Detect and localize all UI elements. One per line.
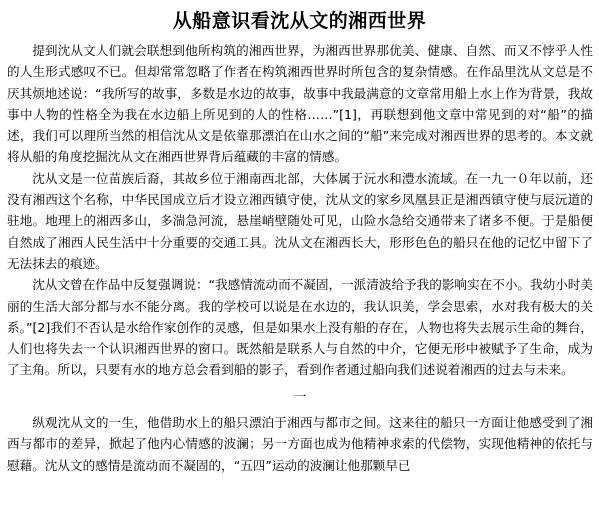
section-number: 一 [293,388,307,404]
document-title: 从船意识看沈从文的湘西世界 [172,10,427,32]
document-body [7,40,593,476]
paragraph-water-and-boat: 沈从文曾在作品中反复强调说：“我感情流动而不凝固，一派清波给予我的影响实在不小。我幼小时美丽的生活大部分都与水不能分离。我的学校可以说是在水边的，我认识美，学会思索，水对我有极大的关系。”[2]我们不否认是水给作家创作的灵感，但是如果水上没有船的存在，人物也将失去展示生命的舞台，人们也将失去一个认识湘西世界的窗口。既然船是联系人与自然的中介，它便无形中被赋予了生命，成为了主角。所以，只要有水的地方总会看到船的影子，看到作者通过船向我们述说着湘西的过去与未来。 [7,277,593,378]
paragraph-intro: 提到沈从文人们就会联想到他所构筑的湘西世界，为湘西世界那优美、健康、自然、而又不悖乎人性的人生形式感叹不已。但却常常忽略了作者在构筑湘西世界时所包含的复杂情感。在作品里沈从文总是不厌其烦地述说：“我所写的故事，多数是水边的故事，故事中我最满意的文章常用船上水上作为背景，我故事中人物的性格全为我在水边船上所见到的人的性格……”[1]，再联想到他文章中常见到的对“船”的描述，我们可以理所当然的相信沈从文是依靠那漂泊在山水之间的“船”来完成对湘西世界的思考的。本文就将从船的角度挖掘沈从文在湘西世界背后蕴藏的丰富的情感。 [7,43,593,165]
paragraph-background: 沈从文是一位苗族后裔，其故乡位于湘南西北部，大体属于沅水和澧水流域。在一九一０年以前，还没有湘西这个名称，中华民国成立后才设立湘西镇守使，沈从文的家乡凤凰县正是湘西镇守使与辰沅道的驻地。地理上的湘西多山，多湍急河流，悬崖峭壁随处可见，山险水急给交通带来了诸多不便。于是船便自然成了湘西人民生活中十分重要的交通工具。沈从文在湘西长大，形形色色的船只在他的记忆中留下了无法抹去的痕迹。 [7,170,593,271]
paragraph-section-one: 纵观沈从文的一生，他借助水上的船只漂泊于湘西与都市之间。这来往的船只一方面让他感受到了湘西与都市的差异，掀起了他内心情感的波澜；另一方面也成为他精神求索的代偿物，实现他精神的依托与慰藉。沈从文的感情是流动而不凝固的，“五四”运动的波澜让他那颗早已 [7,415,593,473]
